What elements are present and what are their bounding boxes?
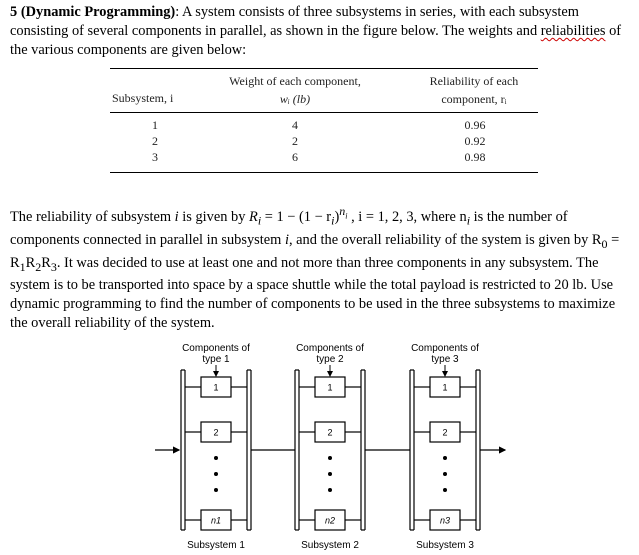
component-label: 1 [442,382,448,393]
body-text: R [41,254,51,271]
body-sub: i [257,213,262,228]
table-cell-weight: 6 [292,150,298,164]
body-var: i [174,208,179,225]
ellipsis-dot [443,456,447,460]
component-label: 1 [213,382,219,393]
table-cell-reliability: 0.96 [464,118,486,132]
ellipsis-dot [214,472,218,476]
col-subsystem-header: Subsystem, i [112,91,174,105]
component-type-header: Components of [296,343,364,354]
intro-spell-flag: reliabilities [540,23,606,39]
intro-text-b: of the various components are given below: [10,23,622,58]
body-text: is given by [178,208,250,225]
ellipsis-dot [443,472,447,476]
body-sub: 0 [601,236,608,251]
ellipsis-dot [328,488,332,492]
component-type-header: type 1 [202,354,230,365]
body-sub: 2 [35,259,42,274]
body-text: The reliability of subsystem [10,208,175,225]
body-sub: 1 [19,259,26,274]
problem-title: (Dynamic Programming) [20,4,176,20]
body-var: R [249,208,258,225]
component-label: 1 [327,382,333,393]
component-label: 2 [213,427,219,438]
subsystem-label: Subsystem 1 [187,540,245,551]
col-rel-header-2: component, rᵢ [441,92,507,106]
ellipsis-dot [328,472,332,476]
table-cell-subsystem: 2 [152,134,158,148]
body-sub: i [331,213,335,228]
body-text: , and the overall reliability of the system is given by R [288,231,602,248]
component-label: n3 [439,515,451,526]
body-text: , i = 1, 2, 3, where n [347,208,467,225]
col-weight-header-2: wᵢ (lb) [279,92,311,106]
body-sub: i [466,213,471,228]
body-var: i [284,231,289,248]
problem-number: 5 [10,4,18,20]
subsystem-label: Subsystem 2 [301,540,359,551]
body-sub: 3 [50,259,57,274]
ellipsis-dot [214,488,218,492]
col-rel-header-1: Reliability of each [429,74,519,88]
component-label: 2 [442,427,448,438]
table-cell-subsystem: 3 [152,150,158,164]
table-cell-weight: 2 [292,134,298,148]
body-text: R [25,254,36,271]
component-type-header: Components of [411,343,479,354]
component-label: 2 [327,427,333,438]
ellipsis-dot [443,488,447,492]
table-cell-subsystem: 1 [152,118,158,132]
table-cell-weight: 4 [292,118,298,132]
ellipsis-dot [328,456,332,460]
body-sup: n [339,204,346,218]
intro-text-a: : A system consists of three subsystems in series, with each subsystem consisting of several components in parallel, as shown in the figure below. The weights and [10,4,579,39]
component-type-header: Components of [182,343,250,354]
body-text: is the number of components connected in parallel in subsystem [10,208,568,248]
component-label: n2 [324,515,336,526]
body-text: . It was decided to use at least one and not more than three components in any subsystem. The system is to be transported into space by a space shuttle while the total payload is restricted to 20 lb. Use dynamic programming to find the number of components to be used in the three subsystems to maximize the overall reliability of the system. [10,254,616,332]
body-text: ) [334,208,340,225]
body-text: = R [10,231,620,271]
subsystem-label: Subsystem 3 [416,540,474,551]
subsystems-layer [155,343,505,551]
col-weight-header-1: Weight of each component, [229,74,361,88]
component-label: n1 [210,515,222,526]
body-sup: i [345,211,348,221]
component-type-header: type 2 [316,354,344,365]
component-type-header: type 3 [431,354,459,365]
ellipsis-dot [214,456,218,460]
table-cell-reliability: 0.98 [464,150,486,164]
body-text: = 1 − (1 − r [261,208,332,225]
table-cell-reliability: 0.92 [464,134,486,148]
